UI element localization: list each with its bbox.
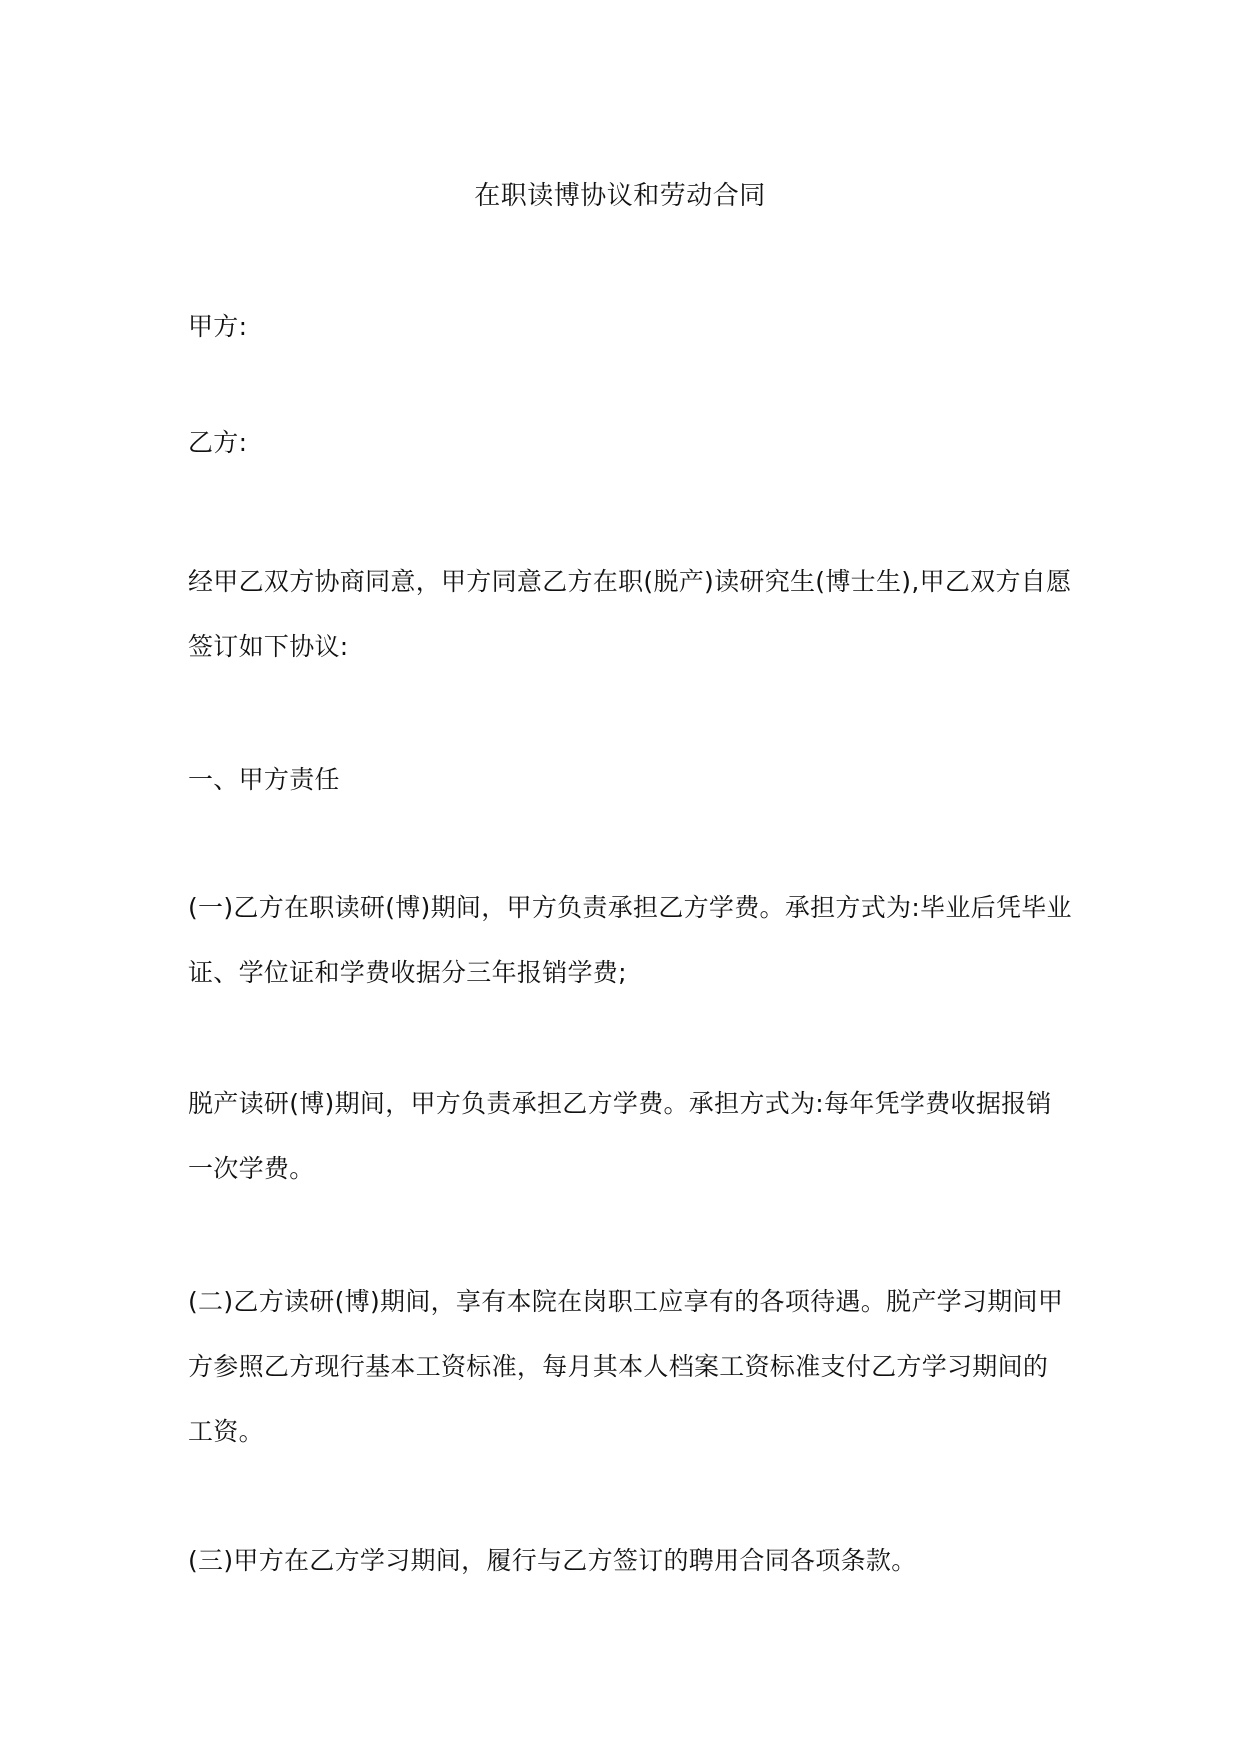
party-a-text: 甲方: bbox=[188, 312, 248, 341]
clause-1-line-2: 证、学位证和学费收据分三年报销学费; bbox=[188, 958, 627, 987]
intro-paragraph bbox=[188, 549, 1072, 679]
clause-1-paragraph bbox=[188, 875, 1072, 1005]
clause-1b-line-2: 一次学费。 bbox=[188, 1154, 315, 1183]
clause-3-paragraph bbox=[188, 1528, 1056, 1593]
party-b-text: 乙方: bbox=[188, 428, 248, 457]
section-heading bbox=[188, 747, 1056, 812]
clause-2-line-3: 工资。 bbox=[188, 1417, 264, 1446]
party-a-label bbox=[188, 294, 1056, 359]
party-b-label bbox=[188, 410, 1056, 475]
clause-1-line-1: (一)乙方在职读研(博)期间，甲方负责承担乙方学费。承担方式为:毕业后凭毕业 bbox=[188, 893, 1072, 922]
clause-2-line-2: 方参照乙方现行基本工资标准，每月其本人档案工资标准支付乙方学习期间的 bbox=[188, 1352, 1049, 1381]
intro-line-2: 签订如下协议: bbox=[188, 632, 349, 661]
clause-1b-paragraph bbox=[188, 1071, 1056, 1201]
section1-heading-text: 一、甲方责任 bbox=[188, 765, 340, 794]
clause-3-line-1: (三)甲方在乙方学习期间，履行与乙方签订的聘用合同各项条款。 bbox=[188, 1546, 917, 1575]
clause-2-line-1: (二)乙方读研(博)期间，享有本院在岗职工应享有的各项待遇。脱产学习期间甲 bbox=[188, 1287, 1064, 1316]
clause-2-paragraph bbox=[188, 1269, 1064, 1464]
document-title: 在职读博协议和劳动合同 bbox=[474, 181, 766, 211]
intro-line-1: 经甲乙双方协商同意，甲方同意乙方在职(脱产)读研究生(博士生),甲乙双方自愿 bbox=[188, 567, 1072, 596]
clause-1b-line-1: 脱产读研(博)期间，甲方负责承担乙方学费。承担方式为:每年凭学费收据报销 bbox=[188, 1089, 1052, 1118]
